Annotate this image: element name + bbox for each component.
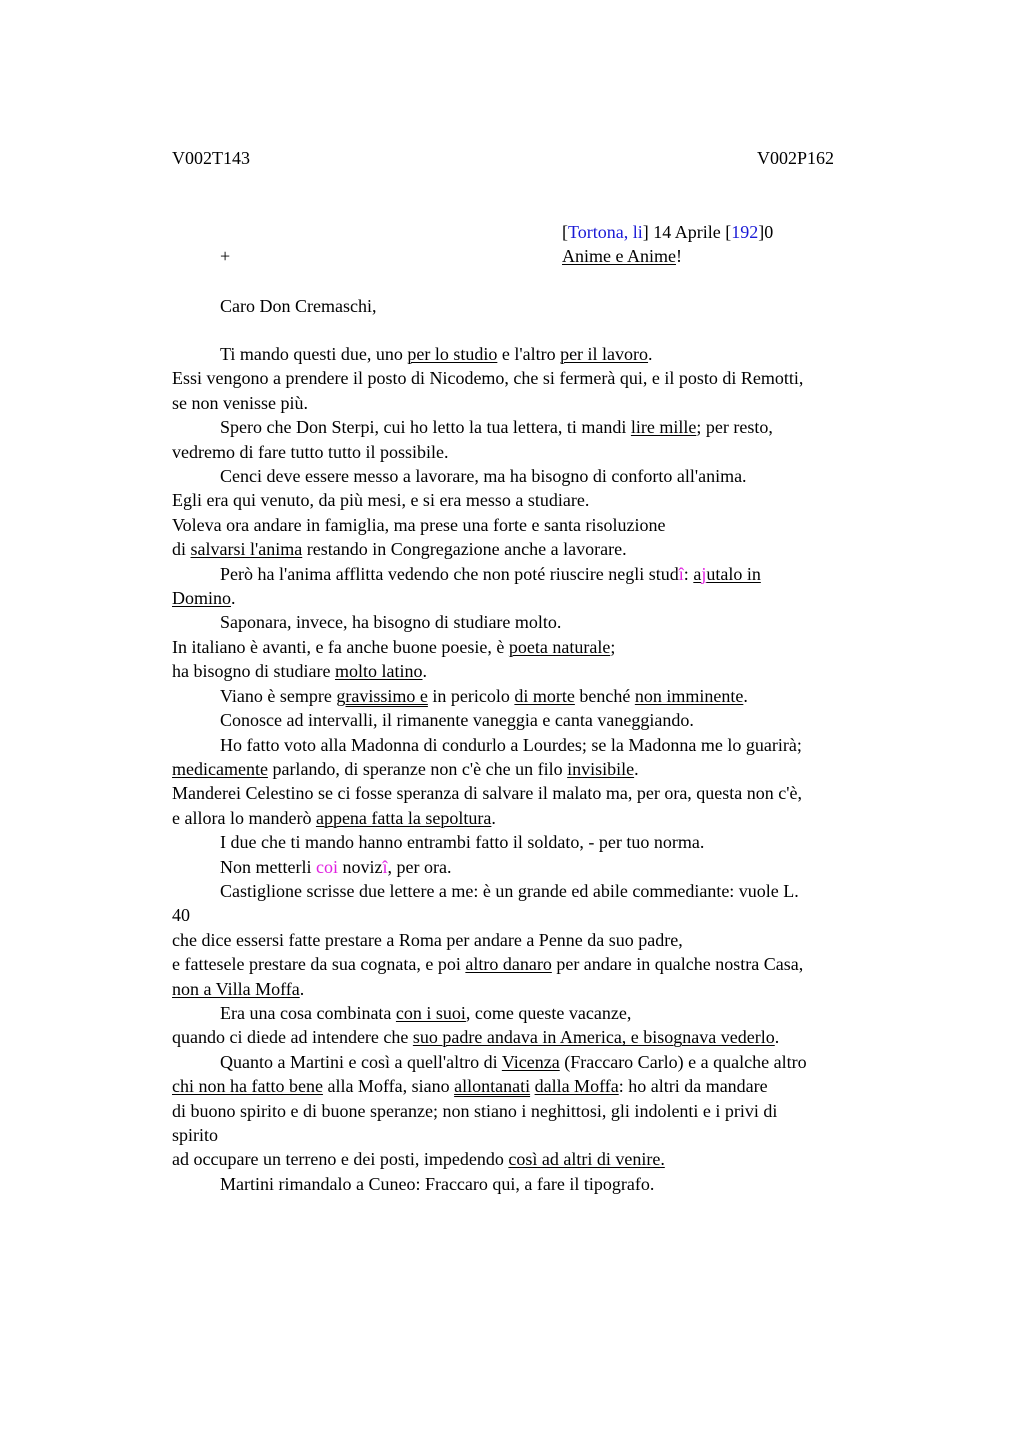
text-line: Però ha l'anima afflitta vedendo che non poté riuscire negli studî: ajutalo in [220, 563, 761, 584]
cross-symbol: + [220, 246, 231, 266]
text-line: di salvarsi l'anima restando in Congregazione anche a lavorare. [172, 539, 627, 560]
text-line: 40 [172, 905, 190, 926]
text-line: Viano è sempre gravissimo e in pericolo di morte benché non imminente. [220, 685, 748, 706]
dateline-year: 192 [731, 222, 759, 242]
text-line: Voleva ora andare in famiglia, ma prese una forte e santa risoluzione [172, 514, 666, 535]
text-line: Domino. [172, 588, 236, 609]
text-line: Essi vengono a prendere il posto di Nicodemo, che si fermerà qui, e il posto di Remotti, [172, 368, 804, 389]
text-line: spirito [172, 1125, 219, 1145]
text-line: Conosce ad intervalli, il rimanente vaneggia e canta vaneggiando. [220, 710, 694, 731]
salutation: Caro Don Cremaschi, [220, 296, 377, 316]
text-line: Spero che Don Sterpi, cui ho letto la tua lettera, ti mandi lire mille; per resto, [220, 417, 773, 438]
dateline [562, 220, 773, 244]
text-line: Cenci deve essere messo a lavorare, ma ha bisogno di conforto all'anima. [220, 466, 747, 487]
document-code-right: V002P162 [757, 148, 835, 168]
text-line: ha bisogno di studiare molto latino. [172, 661, 427, 682]
text-line: In italiano è avanti, e fa anche buone poesie, è poeta naturale; [172, 636, 616, 657]
text-line: Ti mando questi due, uno per lo studio e l'altro per il lavoro. [220, 344, 653, 364]
dateline-year-end: ]0 [758, 222, 774, 242]
text-line: non a Villa Moffa. [172, 978, 305, 999]
text-line: Quanto a Martini e così a quell'altro di Vicenza (Fraccaro Carlo) e a qualche altro [220, 1051, 807, 1072]
document-code-left: V002T143 [172, 148, 250, 168]
motto-text: Anime e Anime [562, 246, 676, 266]
motto-mark: ! [675, 246, 682, 266]
dateline-date: 14 Aprile [ [648, 222, 732, 242]
text-line: chi non ha fatto bene alla Moffa, siano allontanati dalla Moffa: ho altri da mandare [172, 1076, 768, 1097]
text-line: quando ci diede ad intendere che suo padre andava in America, e bisognava vederlo. [172, 1027, 780, 1048]
text-line: Era una cosa combinata con i suoi, come queste vacanze, [220, 1002, 632, 1023]
text-line: medicamente parlando, di speranze non c'è che un filo invisibile. [172, 758, 639, 779]
text-line: Martini rimandalo a Cuneo: Fraccaro qui, a fare il tipografo. [220, 1173, 655, 1194]
dateline-bracket: [ [562, 222, 568, 242]
dateline-place: Tortona, li [568, 222, 643, 242]
text-line: se non venisse più. [172, 392, 308, 413]
text-line: I due che ti mando hanno entrambi fatto il soldato, - per tuo norma. [220, 832, 705, 853]
text-line: di buono spirito e di buone speranze; non stiano i neghittosi, gli indolenti e i privi di [172, 1100, 778, 1121]
text-line: e fattesele prestare da sua cognata, e poi altro danaro per andare in qualche nostra Casa, [172, 954, 804, 975]
text-line: Ho fatto voto alla Madonna di condurlo a Lourdes; se la Madonna me lo guarirà; [220, 734, 802, 755]
text-line: Castiglione scrisse due lettere a me: è un grande ed abile commediante: vuole L. [220, 880, 799, 901]
text-line: vedremo di fare tutto tutto il possibile. [172, 441, 449, 462]
letter-body [172, 342, 896, 1196]
dateline-bracket: ] [642, 222, 649, 242]
text-line: ad occupare un terreno e dei posti, impedendo così ad altri di venire. [172, 1149, 665, 1170]
text-line: che dice essersi fatte prestare a Roma per andare a Penne da suo padre, [172, 929, 683, 950]
text-line: Saponara, invece, ha bisogno di studiare molto. [220, 612, 562, 633]
motto [562, 244, 682, 268]
text-line: Egli era qui venuto, da più mesi, e si era messo a studiare. [172, 490, 590, 511]
text-line: Non metterli coi novizî, per ora. [220, 856, 452, 877]
text-line: e allora lo manderò appena fatta la sepoltura. [172, 807, 496, 828]
text-line: Manderei Celestino se ci fosse speranza di salvare il malato ma, per ora, questa non c'è, [172, 783, 803, 804]
